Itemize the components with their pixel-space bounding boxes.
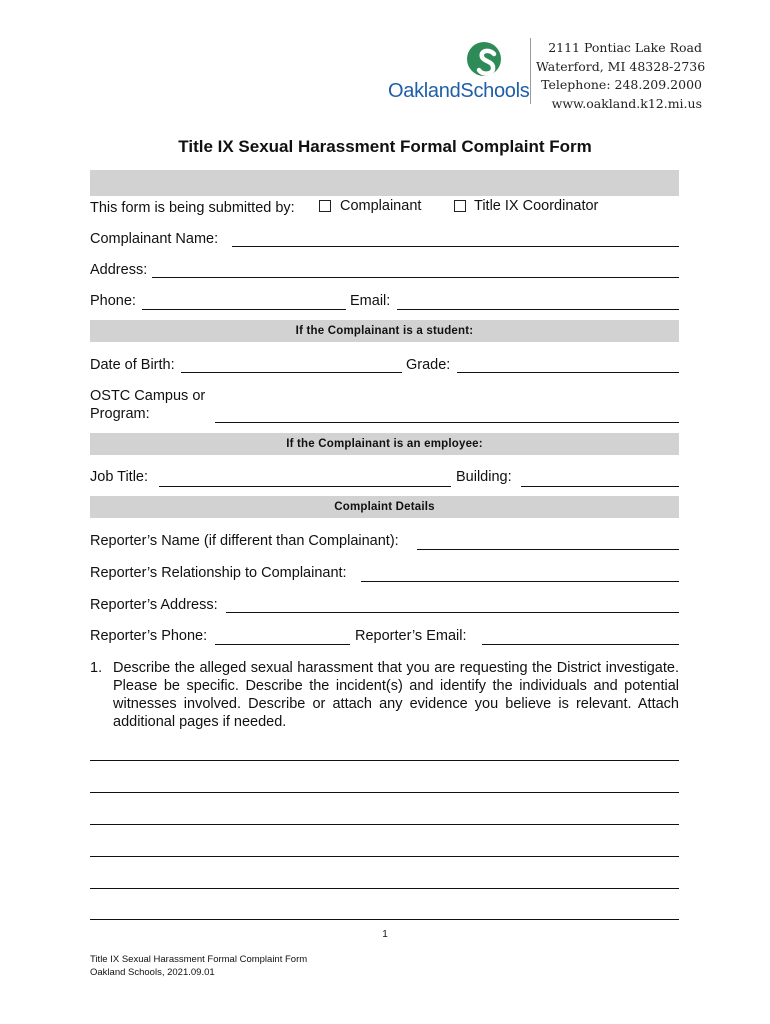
complainant-option-label: Complainant: [340, 198, 422, 214]
reporter-email-label: Reporter’s Email:: [355, 628, 467, 644]
email-label: Email:: [350, 293, 391, 309]
address-telephone: Telephone: 248.209.2000: [541, 77, 702, 92]
header-address: [536, 39, 706, 113]
logo-wordmark: [388, 80, 529, 103]
submitted-by-label: This form is being submitted by:: [90, 200, 295, 216]
reporter-phone-label: Reporter’s Phone:: [90, 628, 208, 644]
grade-field[interactable]: [457, 372, 679, 373]
form-title: Title IX Sexual Harassment Formal Complaint Form: [178, 137, 592, 156]
dob-field[interactable]: [181, 372, 402, 373]
answer-line[interactable]: [90, 919, 679, 920]
logo-wordmark-part1: Oakland: [388, 80, 461, 102]
logo-wordmark-part2: Schools: [460, 80, 530, 102]
coordinator-checkbox[interactable]: [454, 200, 466, 212]
complainant-checkbox[interactable]: [319, 200, 331, 212]
complaint-details-header: Complaint Details: [90, 496, 679, 518]
answer-line[interactable]: [90, 760, 679, 761]
answer-line[interactable]: [90, 824, 679, 825]
page-footer: [90, 953, 307, 979]
address-website: www.oakland.k12.mi.us: [551, 95, 702, 111]
complainant-name-label: Complainant Name:: [90, 231, 219, 247]
ostc-field[interactable]: [215, 422, 679, 423]
email-field[interactable]: [397, 309, 679, 310]
answer-line[interactable]: [90, 888, 679, 889]
reporter-address-field[interactable]: [226, 612, 679, 613]
employee-section-header: If the Complainant is an employee:: [90, 433, 679, 455]
header-divider: [530, 38, 531, 104]
reporter-email-field[interactable]: [482, 644, 679, 645]
complainant-name-field[interactable]: [232, 246, 679, 247]
address-field[interactable]: [152, 277, 679, 278]
footer-org-date: Oakland Schools, 2021.09.01: [90, 967, 215, 978]
job-title-field[interactable]: [159, 486, 451, 487]
reporter-name-field[interactable]: [417, 549, 679, 550]
ostc-label-line2: Program:: [90, 406, 150, 422]
dob-label: Date of Birth:: [90, 357, 175, 373]
address-label: Address:: [90, 262, 148, 278]
student-section-header: If the Complainant is a student:: [90, 320, 679, 342]
question-number: 1.: [90, 660, 103, 676]
job-title-label: Job Title:: [90, 469, 149, 485]
ostc-label-line1: OSTC Campus or: [90, 388, 206, 404]
reporter-name-label: Reporter’s Name (if different than Complainant):: [90, 533, 399, 549]
reporter-address-label: Reporter’s Address:: [90, 597, 218, 613]
oakland-schools-logo-icon: [466, 40, 504, 80]
reporter-relationship-label: Reporter’s Relationship to Complainant:: [90, 565, 347, 581]
answer-line[interactable]: [90, 856, 679, 857]
building-label: Building:: [456, 469, 512, 485]
coordinator-option-label: Title IX Coordinator: [474, 198, 599, 214]
answer-line[interactable]: [90, 792, 679, 793]
question-1: [90, 659, 679, 731]
question-text: Describe the alleged sexual harassment that you are requesting the District investigate. Please be specific. Describe the incident(s) and identify the individuals and potential witnesses involved. Describe or attach any evidence you believe is relevant. Attach additional pages if needed.: [113, 660, 679, 730]
building-field[interactable]: [521, 486, 679, 487]
grade-label: Grade:: [406, 357, 451, 373]
top-shaded-bar: [90, 170, 679, 196]
reporter-relationship-field[interactable]: [361, 581, 679, 582]
address-street: 2111 Pontiac Lake Road: [548, 40, 702, 55]
page-number: 1: [382, 929, 388, 940]
phone-field[interactable]: [142, 309, 346, 310]
phone-label: Phone:: [90, 293, 136, 309]
reporter-phone-field[interactable]: [215, 644, 350, 645]
footer-form-name: Title IX Sexual Harassment Formal Complaint Form: [90, 954, 308, 965]
address-city: Waterford, MI 48328-2736: [536, 58, 706, 74]
